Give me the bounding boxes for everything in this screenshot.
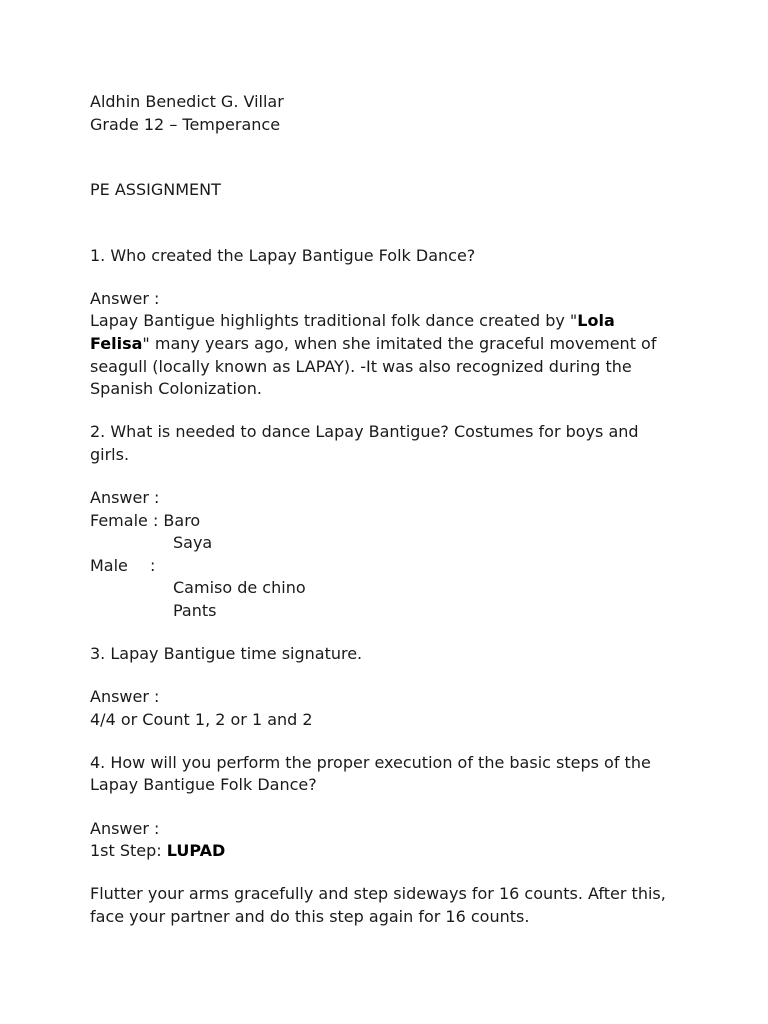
answer-label-4: Answer : — [90, 818, 160, 838]
question-4-line-2: Lapay Bantigue Folk Dance? — [90, 775, 317, 795]
spacer — [90, 202, 690, 245]
answer-label-1: Answer : — [90, 288, 160, 308]
step-description-line-2: face your partner and do this step again for 16 counts. — [90, 906, 530, 926]
male-item: Camiso de chino — [173, 578, 306, 598]
female-item: Saya — [173, 533, 213, 553]
answer-3: 4/4 or Count 1, 2 or 1 and 2 — [90, 709, 313, 729]
student-name: Aldhin Benedict G. Villar — [90, 92, 284, 111]
answer-label-3: Answer : — [90, 687, 160, 707]
answer-1-bold-name-1: Lola — [577, 311, 615, 331]
answer-label-2: Answer : — [90, 488, 160, 508]
answer-1-bold-name-2: Felisa — [90, 334, 143, 354]
answer-1-line-4: Spanish Colonization. — [90, 379, 262, 399]
student-grade: Grade 12 – Temperance — [90, 114, 281, 134]
male-colon: : — [150, 555, 156, 575]
spacer — [90, 863, 690, 884]
spacer — [90, 797, 690, 818]
female-row — [90, 510, 690, 533]
answer-1-text-after: " many years ago, when she imitated the graceful movement of — [142, 334, 657, 354]
question-2-line-2: girls. — [90, 444, 130, 464]
answer-1-line-1 — [90, 310, 690, 333]
answer-1-line-3: seagull (locally known as LAPAY). -It was also recognized during the — [90, 356, 632, 376]
male-row — [90, 555, 690, 578]
spacer — [90, 731, 690, 752]
spacer — [90, 401, 690, 422]
spacer — [90, 467, 690, 488]
question-2-line-1: 2. What is needed to dance Lapay Bantigue? Costumes for boys and — [90, 422, 639, 442]
answer-1-text-before: Lapay Bantigue highlights traditional folk dance created by " — [90, 311, 578, 331]
step-label: 1st Step: — [90, 841, 167, 861]
spacer — [90, 623, 690, 644]
step-description-line-1: Flutter your arms gracefully and step sideways for 16 counts. After this, — [90, 884, 666, 904]
step-name: LUPAD — [166, 841, 226, 861]
question-3: 3. Lapay Bantigue time signature. — [90, 644, 363, 664]
question-1: 1. Who created the Lapay Bantigue Folk Dance? — [90, 245, 476, 265]
spacer — [90, 136, 690, 179]
answer-1-line-2 — [90, 333, 690, 356]
step-row — [90, 840, 690, 863]
document-body — [90, 91, 690, 928]
male-label: Male — [90, 555, 128, 575]
question-4-line-1: 4. How will you perform the proper execution of the basic steps of the — [90, 752, 651, 772]
female-item: Baro — [163, 510, 201, 530]
spacer — [90, 666, 690, 687]
document-title: PE ASSIGNMENT — [90, 180, 221, 200]
male-item: Pants — [173, 601, 217, 620]
female-label: Female : — [90, 510, 164, 530]
spacer — [90, 267, 690, 288]
